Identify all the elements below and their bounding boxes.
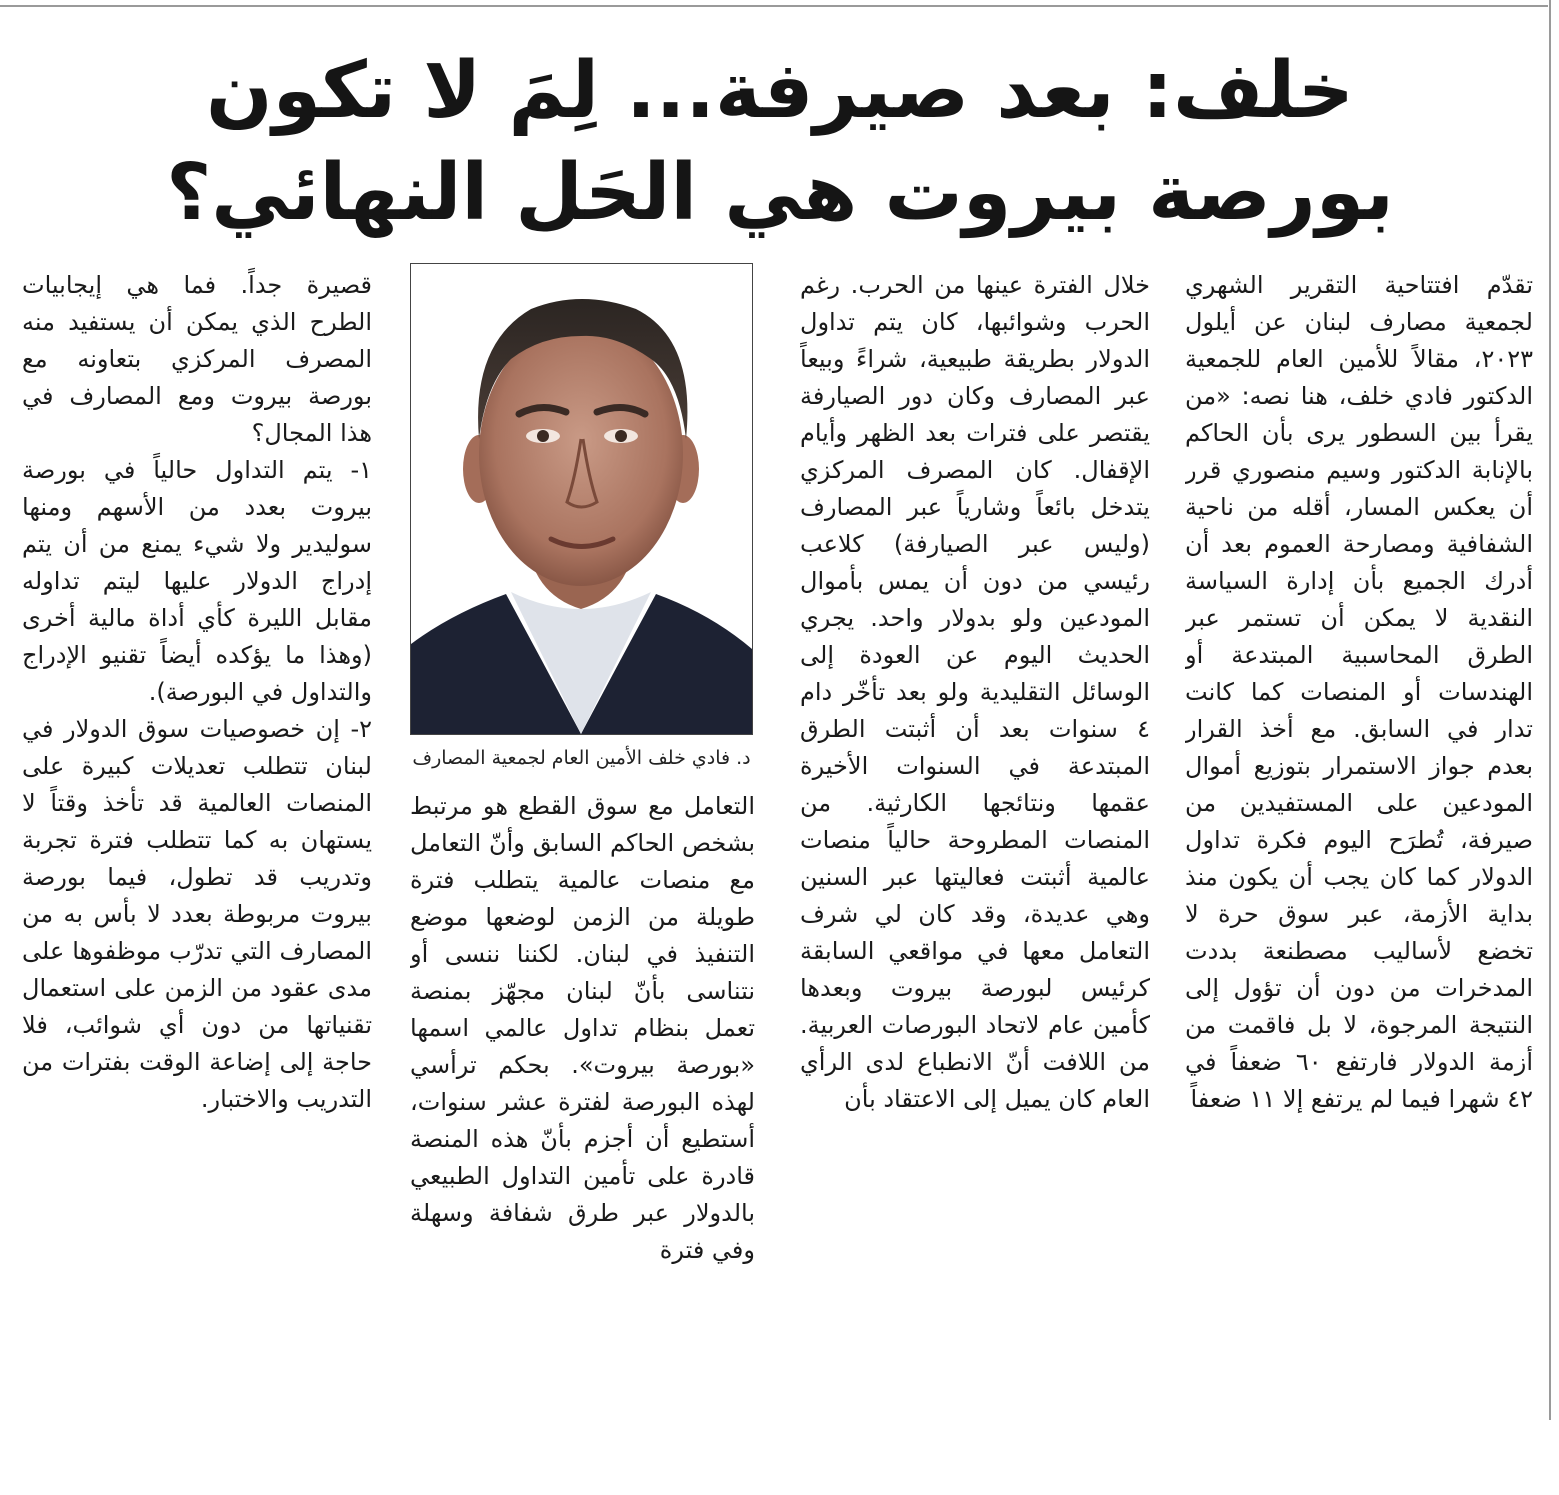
column-4-paragraph-1: قصيرة جداً. فما هي إيجابيات الطرح الذي يمكن أن يستفيد منه المصرف المركزي بتعاونه مع بورصة بيروت ومع المصارف في هذا المجال؟	[22, 271, 372, 447]
photo-caption: د. فادي خلف الأمين العام لجمعية المصارف	[412, 747, 751, 769]
column-3-text: التعامل مع سوق القطع هو مرتبط بشخص الحاكم السابق وأنّ التعامل مع منصات عالمية يتطلب فترة طويلة من الزمن لوضعها موضع التنفيذ في لبنان. لكننا ننسى أو نتناسى بأنّ لبنان مجهّز بمنصة تعمل بنظام تداول عالمي اسمها «بورصة بيروت». بحكم ترأسي لهذه البورصة لفترة عشر سنوات، أستطيع أن أجزم بأنّ هذه المنصة قادرة على تأمين التداول الطبيعي بالدولار عبر طرق شفافة وسهلة وفي فترة	[410, 792, 755, 1264]
column-2-text: خلال الفترة عينها من الحرب. رغم الحرب وشوائبها، كان يتم تداول الدولار بطريقة طبيعية، شراءً وبيعاً عبر المصارف وكان دور الصيارفة يقتصر على فترات بعد الظهر وأيام الإقفال. كان المصرف المركزي يتدخل بائعاً وشارياً عبر المصارف (وليس عبر الصيارفة) كلاعب رئيسي من دون أن يمس بأموال المودعين ولو بدولار واحد. يجري الحديث اليوم عن العودة إلى الوسائل التقليدية ولو بعد تأخّر دام ٤ سنوات بعد أن أثبتت الطرق المبتدعة في السنوات الأخيرة عقمها ونتائجها الكارثية. من المنصات المطروحة حالياً منصات عالمية أثبتت فعاليتها عبر السنين وهي عديدة، وقد كان لي شرف التعامل معها في مواقعي السابقة كرئيس لبورصة بيروت وبعدها كأمين عام لاتحاد البورصات العربية. من اللافت أنّ الانطباع لدى الرأي العام كان يميل إلى الاعتقاد بأن	[800, 271, 1150, 1113]
article-column-1	[1185, 267, 1533, 1427]
column-1-text: تقدّم افتتاحية التقرير الشهري لجمعية مصارف لبنان عن أيلول ٢٠٢٣، مقالاً للأمين العام للجمعية الدكتور فادي خلف، هنا نصه: «من يقرأ بين السطور يرى بأن الحاكم بالإنابة الدكتور وسيم منصوري قرر أن يعكس المسار، أقله من ناحية الشفافية ومصارحة العموم بعد أن أدرك الجميع بأن إدارة السياسة النقدية لا يمكن أن تستمر عبر الطرق المحاسبية المبتدعة أو الهندسات أو المنصات كما كانت تدار في السابق. مع أخذ القرار بعدم جواز الاستمرار بتوزيع أموال المودعين على المستفيدين من صيرفة، تُطرَح اليوم فكرة تداول الدولار كما كان يجب أن يكون منذ بداية الأزمة، عبر سوق حرة لا تخضع لأساليب مصطنعة بددت المدخرات من دون أن تؤول إلى النتيجة المرجوة، لا بل فاقمت من أزمة الدولار فارتفع ٦٠ ضعفاً في ٤٢ شهرا فيما لم يرتفع إلا ١١ ضعفاً	[1185, 271, 1533, 1113]
column-4-paragraph-3: ٢- إن خصوصيات سوق الدولار في لبنان تتطلب تعديلات كبيرة على المنصات العالمية قد تأخذ وقتاً لا يستهان به كما تتطلب فترة تجربة وتدريب قد تطول، فيما بورصة بيروت مربوطة بعدد لا بأس به من المصارف التي تدرّب موظفوها على مدى عقود من الزمن على استعمال تقنياتها من دون أي شوائب، فلا حاجة إلى إضاعة الوقت بفترات من التدريب والاختبار.	[22, 715, 372, 1113]
article-headline	[20, 40, 1540, 244]
portrait-illustration	[411, 264, 752, 734]
article-column-2	[800, 267, 1150, 1427]
top-border-rule	[0, 5, 1548, 7]
right-border-rule	[1549, 0, 1551, 1420]
column-4-paragraph-2: ١- يتم التداول حالياً في بورصة بيروت بعدد من الأسهم ومنها سوليدير ولا شيء يمنع من أن يتم إدراج الدولار عليها ليتم تداوله مقابل الليرة كأي أداة مالية أخرى (وهذا ما يؤكده أيضاً تقنيو الإدراج والتداول في البورصة).	[22, 456, 372, 706]
headline-line-1: خلف: بعد صيرفة... لِمَ لا تكون	[206, 46, 1354, 136]
portrait-photo	[410, 263, 753, 735]
headline-line-2: بورصة بيروت هي الحَل النهائي؟	[166, 148, 1394, 238]
article-column-4	[22, 267, 372, 1427]
article-column-3	[410, 788, 755, 1427]
